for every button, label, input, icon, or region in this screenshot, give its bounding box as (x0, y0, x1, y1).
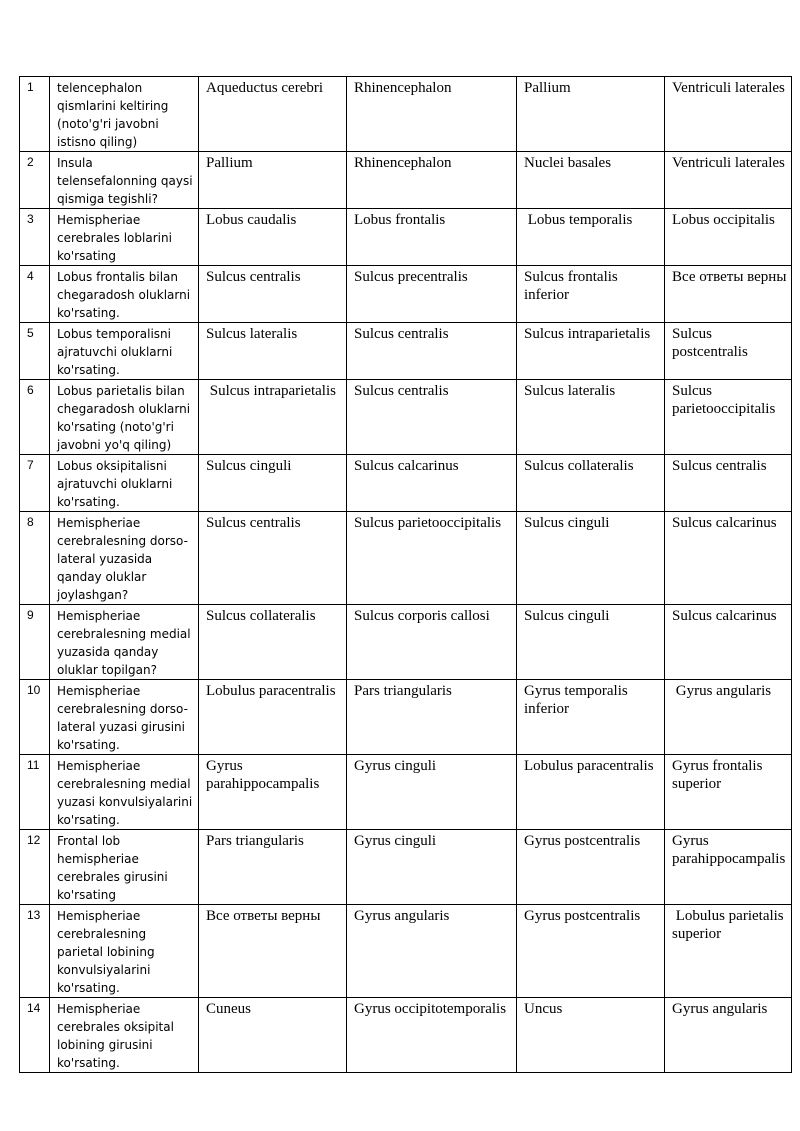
answer-option: Pallium (199, 152, 347, 209)
table-row (20, 512, 792, 605)
answer-option: Gyrus angularis (665, 998, 792, 1073)
answer-option: Lobus occipitalis (665, 209, 792, 266)
question-text: Hemispheriae cerebralesning medial yuzasi konvulsiyalarini ko'rsating. (50, 755, 199, 830)
answer-option: Gyrus occipitotemporalis (347, 998, 517, 1073)
answer-option: Ventriculi laterales (665, 152, 792, 209)
answer-option: Pars triangularis (347, 680, 517, 755)
quiz-table (19, 76, 792, 1073)
answer-option: Sulcus centralis (347, 380, 517, 455)
answer-option: Lobus frontalis (347, 209, 517, 266)
answer-option: Sulcus cinguli (517, 512, 665, 605)
table-row (20, 266, 792, 323)
table-row (20, 455, 792, 512)
answer-option: Gyrus angularis (665, 680, 792, 755)
answer-option: Rhinencephalon (347, 152, 517, 209)
question-text: Lobus oksipitalisni ajratuvchi oluklarni ko'rsating. (50, 455, 199, 512)
question-number: 5 (20, 323, 50, 380)
answer-option: Lobus temporalis (517, 209, 665, 266)
answer-option: Sulcus cinguli (199, 455, 347, 512)
table-row (20, 755, 792, 830)
question-text: Hemispheriae cerebralesning dorso-lateral yuzasi girusini ko'rsating. (50, 680, 199, 755)
question-text: Lobus parietalis bilan chegaradosh oluklarni ko'rsating (noto'g'ri javobni yo'q qiling) (50, 380, 199, 455)
answer-option: Lobulus paracentralis (199, 680, 347, 755)
question-number: 1 (20, 77, 50, 152)
question-text: Lobus temporalisni ajratuvchi oluklarni ko'rsating. (50, 323, 199, 380)
question-number: 11 (20, 755, 50, 830)
answer-option: Gyrus postcentralis (517, 905, 665, 998)
question-text: Frontal lob hemispheriae cerebrales girusini ko'rsating (50, 830, 199, 905)
question-number: 9 (20, 605, 50, 680)
answer-option: Gyrus parahippocampalis (665, 830, 792, 905)
question-number: 13 (20, 905, 50, 998)
answer-option: Sulcus cinguli (517, 605, 665, 680)
answer-option: Cuneus (199, 998, 347, 1073)
answer-option: Gyrus temporalis inferior (517, 680, 665, 755)
question-text: Hemispheriae cerebralesning dorso-lateral yuzasida qanday oluklar joylashgan? (50, 512, 199, 605)
answer-option: Sulcus calcarinus (347, 455, 517, 512)
answer-option: Gyrus postcentralis (517, 830, 665, 905)
question-number: 10 (20, 680, 50, 755)
answer-option: Rhinencephalon (347, 77, 517, 152)
question-number: 2 (20, 152, 50, 209)
answer-option: Aqueductus cerebri (199, 77, 347, 152)
table-row (20, 77, 792, 152)
answer-option: Sulcus parietooccipitalis (665, 380, 792, 455)
answer-option: Nuclei basales (517, 152, 665, 209)
answer-option: Lobus caudalis (199, 209, 347, 266)
answer-option: Sulcus calcarinus (665, 512, 792, 605)
question-text: Hemispheriae cerebrales oksipital lobining girusini ko'rsating. (50, 998, 199, 1073)
answer-option: Gyrus cinguli (347, 755, 517, 830)
table-row (20, 605, 792, 680)
question-text: Hemispheriae cerebralesning parietal lobining konvulsiyalarini ko'rsating. (50, 905, 199, 998)
table-row (20, 680, 792, 755)
answer-option: Sulcus centralis (199, 266, 347, 323)
question-number: 14 (20, 998, 50, 1073)
answer-option: Gyrus cinguli (347, 830, 517, 905)
answer-option: Sulcus collateralis (517, 455, 665, 512)
answer-option: Lobulus parietalis superior (665, 905, 792, 998)
answer-option: Sulcus centralis (199, 512, 347, 605)
question-number: 12 (20, 830, 50, 905)
answer-option: Все ответы верны (199, 905, 347, 998)
table-row (20, 380, 792, 455)
question-text: Lobus frontalis bilan chegaradosh oluklarni ko'rsating. (50, 266, 199, 323)
answer-option: Gyrus frontalis superior (665, 755, 792, 830)
question-number: 4 (20, 266, 50, 323)
question-number: 3 (20, 209, 50, 266)
question-number: 8 (20, 512, 50, 605)
answer-option: Sulcus calcarinus (665, 605, 792, 680)
answer-option: Gyrus angularis (347, 905, 517, 998)
table-row (20, 323, 792, 380)
question-text: Insula telensefalonning qaysi qismiga tegishli? (50, 152, 199, 209)
quiz-table-body (20, 77, 792, 1073)
table-row (20, 152, 792, 209)
answer-option: Sulcus frontalis inferior (517, 266, 665, 323)
question-text: Hemispheriae cerebrales loblarini ko'rsating (50, 209, 199, 266)
answer-option: Sulcus centralis (665, 455, 792, 512)
answer-option: Все ответы верны (665, 266, 792, 323)
table-row (20, 830, 792, 905)
answer-option: Sulcus corporis callosi (347, 605, 517, 680)
answer-option: Sulcus precentralis (347, 266, 517, 323)
question-number: 6 (20, 380, 50, 455)
answer-option: Pallium (517, 77, 665, 152)
table-row (20, 905, 792, 998)
answer-option: Sulcus parietooccipitalis (347, 512, 517, 605)
answer-option: Gyrus parahippocampalis (199, 755, 347, 830)
answer-option: Sulcus lateralis (517, 380, 665, 455)
answer-option: Sulcus intraparietalis (517, 323, 665, 380)
answer-option: Pars triangularis (199, 830, 347, 905)
question-text: telencephalon qismlarini keltiring (noto'g'ri javobni istisno qiling) (50, 77, 199, 152)
answer-option: Sulcus collateralis (199, 605, 347, 680)
answer-option: Sulcus centralis (347, 323, 517, 380)
table-row (20, 209, 792, 266)
answer-option: Sulcus lateralis (199, 323, 347, 380)
answer-option: Sulcus intraparietalis (199, 380, 347, 455)
answer-option: Uncus (517, 998, 665, 1073)
answer-option: Lobulus paracentralis (517, 755, 665, 830)
answer-option: Ventriculi laterales (665, 77, 792, 152)
answer-option: Sulcus postcentralis (665, 323, 792, 380)
question-number: 7 (20, 455, 50, 512)
table-row (20, 998, 792, 1073)
question-text: Hemispheriae cerebralesning medial yuzasida qanday oluklar topilgan? (50, 605, 199, 680)
